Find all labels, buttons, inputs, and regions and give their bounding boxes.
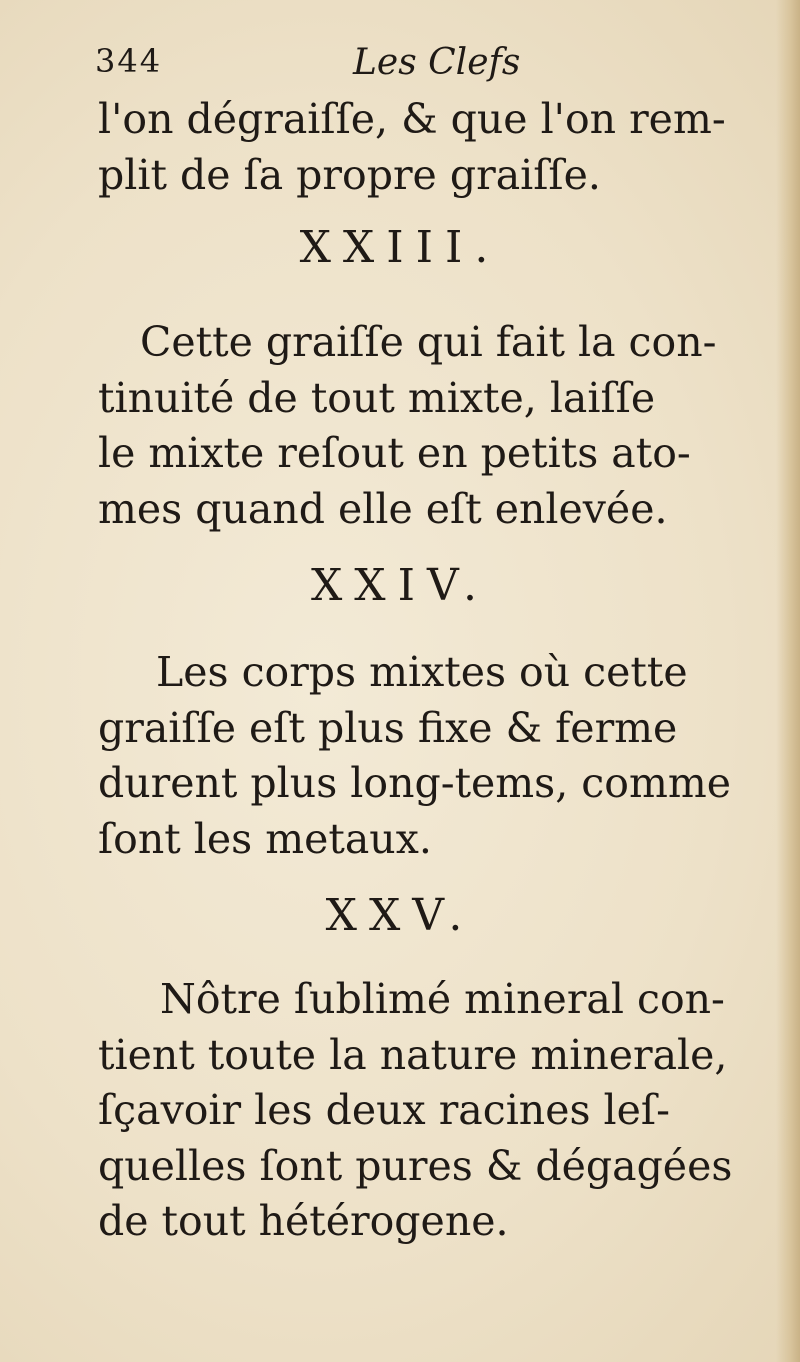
- paragraph-continuation: [98, 92, 748, 203]
- page-number: 344: [95, 42, 163, 80]
- paragraph-24: [98, 645, 748, 867]
- text-line: plit de ſa propre graiſſe.: [98, 150, 601, 199]
- text-line: tient toute la nature minerale,: [98, 1030, 728, 1079]
- section-heading-25: XXV.: [325, 890, 475, 941]
- text-line: quelles ſont pures & dégagées: [98, 1141, 733, 1190]
- paragraph-25: [98, 972, 748, 1250]
- text-line: de tout hétérogene.: [98, 1197, 509, 1245]
- section-heading-24: XXIV.: [310, 560, 490, 611]
- text-line: Nôtre ſublimé mineral con-: [160, 975, 725, 1023]
- section-heading-23: XXIII.: [299, 222, 501, 273]
- text-line: l'on dégraiſſe, & que l'on rem-: [98, 95, 726, 143]
- text-line: ſont les metaux.: [98, 814, 432, 863]
- text-line: le mixte reſout en petits ato-: [98, 429, 691, 477]
- page-header: [95, 42, 735, 92]
- paragraph-23: [98, 315, 748, 537]
- text-line: tinuité de tout mixte, laiſſe: [98, 373, 656, 422]
- text-line: durent plus long-tems, comme: [98, 759, 731, 807]
- text-line: Les corps mixtes où cette: [156, 648, 688, 696]
- text-line: Cette graiſſe qui fait la con-: [140, 318, 717, 366]
- text-line: mes quand elle eſt enlevée.: [98, 484, 668, 533]
- running-title: Les Clefs: [353, 42, 521, 83]
- page-edge: [776, 0, 800, 1362]
- text-line: graiſſe eſt plus fixe & ferme: [98, 703, 678, 752]
- text-line: ſçavoir les deux racines leſ-: [98, 1086, 670, 1134]
